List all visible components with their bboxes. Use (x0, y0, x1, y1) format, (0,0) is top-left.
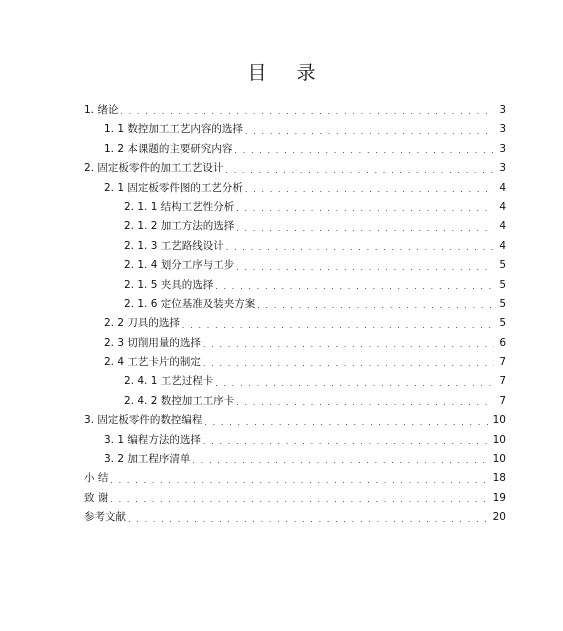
toc-entry[interactable] (84, 353, 506, 372)
toc-entry-label: 1. 绪论 (84, 103, 119, 116)
toc-entry-label: 2. 4 工艺卡片的制定 (104, 356, 201, 369)
toc-entry[interactable] (84, 237, 506, 256)
toc-entry-label: 1. 2 本课题的主要研究内容 (104, 142, 233, 155)
toc-entry-page: 3 (499, 103, 506, 116)
toc-entry-page: 4 (499, 239, 506, 252)
toc-entry-label: 2. 1. 1 结构工艺性分析 (124, 200, 235, 213)
toc-entry[interactable] (84, 392, 506, 411)
toc-leader-dots (128, 511, 491, 528)
toc-entry-page: 19 (492, 491, 506, 504)
toc-entry-label: 2. 固定板零件的加工工艺设计 (84, 162, 224, 175)
toc-leader-dots (257, 297, 494, 314)
toc-leader-dots (110, 472, 490, 489)
toc-leader-dots (203, 433, 491, 450)
toc-leader-dots (215, 278, 494, 295)
toc-entry[interactable] (84, 198, 506, 217)
toc-list (84, 101, 506, 528)
toc-leader-dots (182, 317, 494, 334)
toc-entry-page: 5 (499, 317, 506, 330)
toc-entry[interactable] (84, 159, 506, 178)
toc-leader-dots (236, 200, 494, 217)
toc-entry[interactable] (84, 120, 506, 139)
toc-entry-page: 4 (499, 220, 506, 233)
toc-leader-dots (215, 375, 494, 392)
toc-entry[interactable] (84, 179, 506, 198)
toc-entry-label: 小 结 (84, 472, 109, 485)
toc-leader-dots (236, 394, 494, 411)
toc-entry-label: 2. 1. 3 工艺路线设计 (124, 239, 224, 252)
toc-entry[interactable] (84, 411, 506, 430)
toc-leader-dots (236, 259, 494, 276)
toc-entry[interactable] (84, 450, 506, 469)
toc-entry-page: 10 (492, 433, 506, 446)
toc-entry-page: 5 (499, 278, 506, 291)
toc-entry-label: 2. 2 刀具的选择 (104, 317, 180, 330)
toc-entry-label: 2. 1 固定板零件图的工艺分析 (104, 181, 243, 194)
toc-entry-page: 7 (499, 356, 506, 369)
toc-leader-dots (226, 239, 494, 256)
toc-entry-page: 6 (499, 336, 506, 349)
toc-entry-page: 5 (499, 297, 506, 310)
toc-entry[interactable] (84, 295, 506, 314)
toc-entry-page: 5 (499, 259, 506, 272)
toc-entry-page: 18 (492, 472, 506, 485)
toc-entry[interactable] (84, 314, 506, 333)
toc-entry[interactable] (84, 276, 506, 295)
toc-entry-page: 3 (499, 142, 506, 155)
toc-entry[interactable] (84, 334, 506, 353)
toc-entry[interactable] (84, 431, 506, 450)
toc-title: 目 录 (247, 62, 328, 84)
toc-entry-label: 2. 1. 4 划分工序与工步 (124, 259, 235, 272)
toc-leader-dots (203, 355, 494, 372)
toc-entry-page: 4 (499, 181, 506, 194)
toc-leader-dots (245, 181, 494, 198)
toc-entry-label: 1. 1 数控加工工艺内容的选择 (104, 123, 243, 136)
toc-leader-dots (110, 491, 490, 508)
toc-entry[interactable] (84, 508, 506, 527)
toc-leader-dots (245, 123, 494, 140)
toc-entry-label: 2. 3 切削用量的选择 (104, 336, 201, 349)
toc-entry-page: 7 (499, 394, 506, 407)
toc-entry-page: 7 (499, 375, 506, 388)
toc-leader-dots (192, 452, 490, 469)
toc-leader-dots (236, 220, 494, 237)
toc-entry[interactable] (84, 256, 506, 275)
toc-entry[interactable] (84, 217, 506, 236)
toc-leader-dots (203, 336, 494, 353)
toc-leader-dots (204, 414, 490, 431)
toc-entry[interactable] (84, 140, 506, 159)
toc-entry-label: 3. 1 编程方法的选择 (104, 433, 201, 446)
toc-entry-page: 3 (499, 162, 506, 175)
toc-entry-page: 20 (492, 511, 506, 524)
toc-entry[interactable] (84, 372, 506, 391)
toc-entry-label: 3. 2 加工程序清单 (104, 453, 191, 466)
toc-entry[interactable] (84, 101, 506, 120)
toc-entry-label: 致 谢 (84, 491, 109, 504)
toc-entry[interactable] (84, 469, 506, 488)
toc-entry-label: 2. 1. 2 加工方法的选择 (124, 220, 235, 233)
toc-entry-page: 10 (492, 453, 506, 466)
toc-entry[interactable] (84, 489, 506, 508)
toc-entry-page: 4 (499, 200, 506, 213)
toc-entry-label: 2. 1. 5 夹具的选择 (124, 278, 214, 291)
toc-entry-page: 3 (499, 123, 506, 136)
toc-entry-label: 参考文献 (84, 511, 126, 524)
toc-entry-label: 2. 4. 1 工艺过程卡 (124, 375, 214, 388)
toc-entry-label: 3. 固定板零件的数控编程 (84, 414, 203, 427)
toc-leader-dots (120, 103, 494, 120)
toc-entry-page: 10 (492, 414, 506, 427)
toc-leader-dots (234, 142, 494, 159)
toc-entry-label: 2. 1. 6 定位基准及装夹方案 (124, 297, 256, 310)
toc-leader-dots (225, 162, 494, 179)
toc-entry-label: 2. 4. 2 数控加工工序卡 (124, 394, 235, 407)
